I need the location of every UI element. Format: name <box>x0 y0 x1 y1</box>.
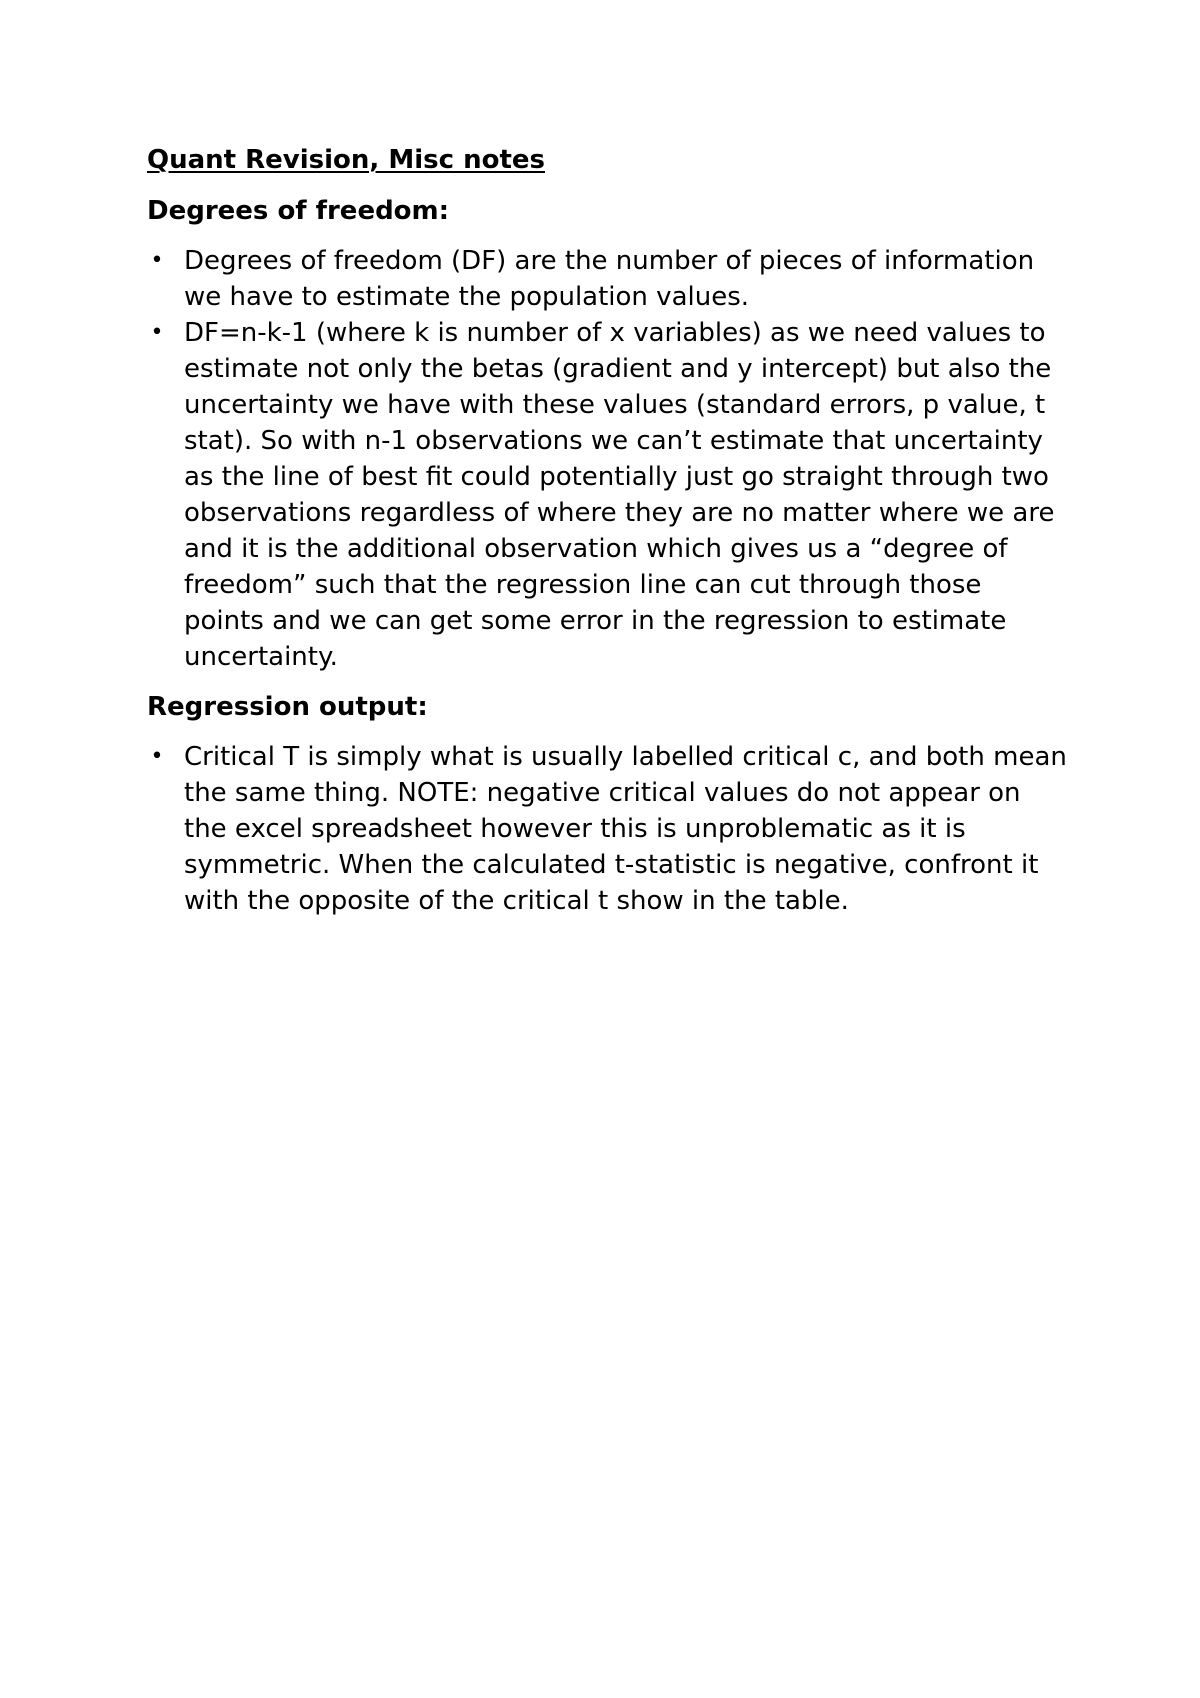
bullet-text: Critical T is simply what is usually labelled critical c, and both mean the same thing. NOTE: negative critical values do not appear on the excel spreadsheet however this is unproblematic as it is symmetric. When the calculated t-statistic is negative, confront it with the opposite of the critical t show in the table. <box>184 742 1067 916</box>
section-heading-degrees-of-freedom: Degrees of freedom: <box>147 196 450 226</box>
document-content <box>147 142 1067 933</box>
document-title: Quant Revision, Misc notes <box>147 145 545 175</box>
bullet-icon: • <box>150 248 164 273</box>
bullet-item <box>147 315 1067 675</box>
bullet-list-regression-output <box>147 739 1067 919</box>
section-heading-regression-output: Regression output: <box>147 692 428 722</box>
bullet-item <box>147 243 1067 315</box>
bullet-item <box>147 739 1067 919</box>
bullet-icon: • <box>150 744 164 769</box>
bullet-list-degrees-of-freedom <box>147 243 1067 675</box>
bullet-icon: • <box>150 320 164 345</box>
bullet-text: Degrees of freedom (DF) are the number of pieces of information we have to estimate the population values. <box>184 246 1035 312</box>
bullet-text: DF=n-k-1 (where k is number of x variables) as we need values to estimate not only the betas (gradient and y intercept) but also the uncertainty we have with these values (standard errors, p value, t stat). So with n-1 observations we can’t estimate that uncertainty as the line of best fit could potentially just go straight through two observations regardless of where they are no matter where we are and it is the additional observation which gives us a “degree of freedom” such that the regression line can cut through those points and we can get some error in the regression to estimate uncertainty. <box>184 318 1055 672</box>
